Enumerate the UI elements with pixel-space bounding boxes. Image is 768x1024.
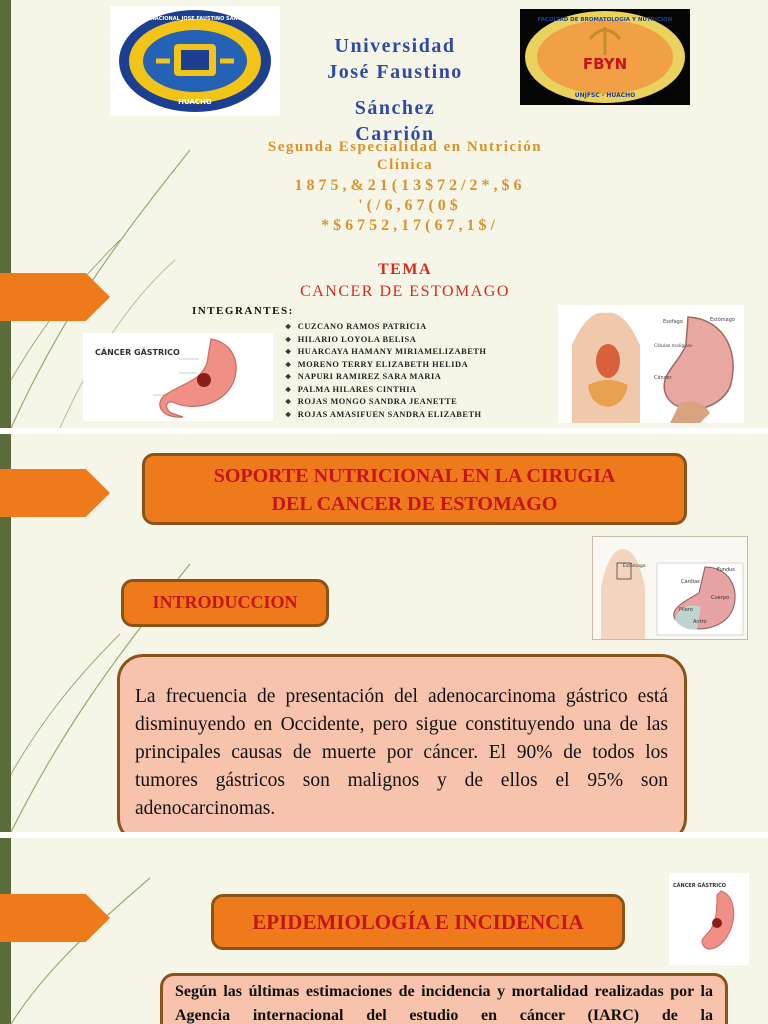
- diamond-bullet-icon: ❖: [285, 323, 292, 331]
- diagram-label: Fundus: [717, 567, 735, 573]
- anatomy-label: Estómago: [710, 317, 735, 323]
- member-name: ROJAS AMASIFUEN SANDRA ELIZABETH: [297, 409, 482, 419]
- specialty-title: [170, 138, 640, 174]
- list-item: [285, 396, 486, 409]
- encoded-line: '(/6,67(0$: [358, 197, 462, 214]
- list-item: [285, 409, 486, 422]
- member-name: HILARIO LOYOLA BELISA: [297, 334, 417, 344]
- diamond-bullet-icon: ❖: [285, 335, 292, 344]
- list-item: [285, 359, 486, 372]
- faculty-logo-center-text: FBYN: [582, 55, 628, 73]
- slide-title-box: EPIDEMIOLOGÍA E INCIDENCIA: [211, 894, 625, 950]
- members-label: INTEGRANTES:: [192, 305, 294, 317]
- epidemiology-paragraph: Según las últimas estimaciones de incidencia y mortalidad realizadas por la Agencia internacional del estudio en cáncer (IARC) de la: [175, 983, 713, 1024]
- university-logo: [110, 6, 280, 116]
- list-item: [285, 334, 486, 347]
- stomach-anatomy-illustration: [558, 305, 744, 423]
- member-name: CUZCANO RAMOS PATRICIA: [297, 322, 427, 331]
- university-name-line: Sánchez: [354, 97, 436, 119]
- slide-title-box: [142, 453, 687, 525]
- diagram-label: Antro: [693, 619, 707, 625]
- diamond-bullet-icon: ❖: [285, 373, 292, 381]
- epidemiology-paragraph-box: [160, 973, 728, 1024]
- logo-ring-text: UNIVERSIDAD NACIONAL JOSE FAUSTINO SANCHEZ CARRION: [110, 16, 280, 22]
- topic-label: TEMA: [378, 261, 432, 278]
- stomach-regions-diagram: [592, 536, 748, 640]
- list-item: [285, 384, 486, 397]
- diamond-bullet-icon: ❖: [285, 385, 292, 394]
- title-slide: [0, 0, 768, 428]
- anatomy-label: Cáncer: [654, 375, 672, 381]
- diagram-label: Píloro: [679, 607, 693, 613]
- encoded-line: *$6752,17(67,1$/: [321, 217, 499, 234]
- faculty-logo-ring-text: FACULTAD DE BROMATOLOGIA Y NUTRICION: [537, 17, 673, 23]
- university-name-line: Universidad: [334, 35, 456, 57]
- member-name: HUARCAYA HAMANY MIRIAMELIZABETH: [297, 347, 487, 356]
- slide-title-line: DEL CANCER DE ESTOMAGO: [271, 493, 558, 515]
- university-name-line: Carrión: [355, 123, 435, 145]
- logo-bottom-text: HUACHO: [178, 98, 212, 106]
- diamond-bullet-icon: ❖: [285, 398, 292, 406]
- diamond-bullet-icon: ❖: [285, 348, 292, 356]
- diagram-label: Cardias: [681, 579, 700, 585]
- gastric-cancer-thumbnail: [669, 873, 749, 965]
- university-name: [280, 33, 510, 147]
- slide-title-line: SOPORTE NUTRICIONAL EN LA CIRUGIA: [213, 465, 616, 487]
- section-label-box: INTRODUCCION: [121, 579, 329, 627]
- anatomy-label: Células malignas: [654, 344, 693, 349]
- thumbnail-caption: CÁNCER GÁSTRICO: [673, 883, 727, 889]
- diamond-bullet-icon: ❖: [285, 410, 292, 419]
- encoded-line: 1875,&21(13$72/2*,$6: [294, 177, 526, 194]
- member-name: PALMA HILARES CINTHIA: [297, 384, 417, 394]
- intro-paragraph: La frecuencia de presentación del adenocarcinoma gástrico está disminuyendo en Occidente, pero sigue constituyendo una de las principales causas de muerte por cáncer. El 90% de todos los tumores gástricos son malignos y de ellos el 95% son adenocarcinomas.: [135, 686, 668, 819]
- topic-title: CANCER DE ESTOMAGO: [300, 283, 510, 300]
- illustration-caption: CÁNCER GÁSTRICO: [95, 348, 180, 357]
- intro-paragraph-box: [117, 654, 687, 832]
- gastric-cancer-illustration: [83, 333, 273, 421]
- faculty-logo: [520, 9, 690, 105]
- member-name: NAPURI RAMIREZ SARA MARIA: [297, 372, 442, 381]
- members-list: [285, 321, 486, 421]
- encoded-heading: [190, 176, 630, 236]
- faculty-logo-bottom-text: UNJFSC - HUACHO: [574, 92, 636, 99]
- anatomy-label: Esófago: [663, 319, 683, 325]
- diagram-label: Cuerpo: [711, 595, 730, 601]
- diamond-bullet-icon: ❖: [285, 360, 292, 369]
- specialty-line: Clínica: [376, 157, 434, 173]
- list-item: [285, 346, 486, 359]
- member-name: MORENO TERRY ELIZABETH HELIDA: [297, 359, 469, 369]
- specialty-line: Segunda Especialidad en Nutrición: [267, 139, 543, 155]
- university-name-line: José Faustino: [327, 61, 463, 83]
- introduction-slide: [0, 434, 768, 832]
- epidemiology-slide: [0, 838, 768, 1024]
- list-item: [285, 321, 486, 334]
- list-item: [285, 371, 486, 384]
- diagram-label: Estómago: [623, 564, 646, 569]
- member-name: ROJAS MONGO SANDRA JEANETTE: [297, 397, 458, 406]
- topic-block: [220, 259, 590, 303]
